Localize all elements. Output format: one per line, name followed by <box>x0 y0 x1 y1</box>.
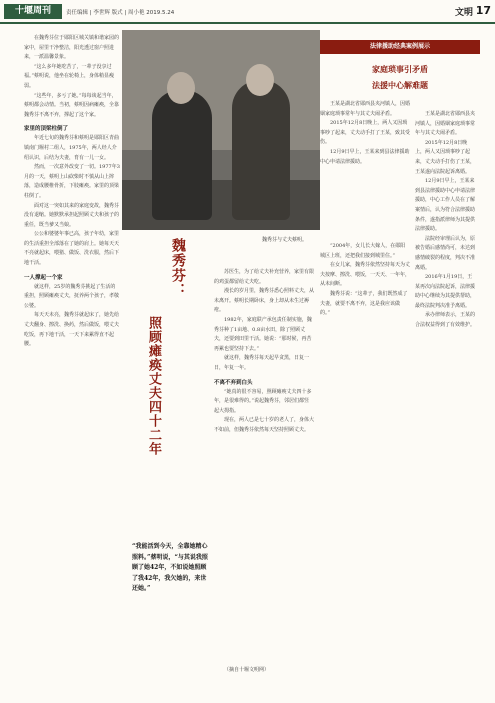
paragraph: “她真的很不容易，照顾瘫痪丈夫四十多年，是很难得的。”说起魏秀芬，邻居们都竖起大拇指。 <box>214 388 312 414</box>
person-figure <box>232 80 290 220</box>
paragraph: 现在，两人已是七十岁的老人了，身体大不如前，但魏秀芬依然每天坚持照顾丈夫。 <box>214 417 314 433</box>
paragraph: 年近七旬的魏秀芬和蔡明是郧阳区青曲镇南门堰村二组人，1975年，两人经人介绍认识，后结为夫妻，育有一儿一女。 <box>24 135 120 161</box>
paragraph: “2004年，女儿长大嫁人，在郧阳城区上班，还把我们接到城里住。” <box>320 243 406 259</box>
title-part-1: 魏秀芬： <box>170 238 186 298</box>
editor-info: 责任编辑 | 李世辉 版式 | 周小艳 2019.5.24 <box>66 10 175 16</box>
paragraph: 然而，一次意外改变了一切。1977年3月的一天，蔡明上山砍柴时不慎从山上摔落，造成腰椎骨折，下肢瘫痪。家里的顶梁柱倒了。 <box>24 164 120 199</box>
law-section-header: 法律援助经典案例展示 <box>320 40 480 54</box>
paragraph: 在女儿家，魏秀芬依然坚持每天为丈夫按摩、擦洗、喂饭，一天天、一年年，从未间断。 <box>320 262 410 288</box>
person-head <box>167 72 195 104</box>
law-article-subtitle: 法援中心解难题 <box>372 80 428 90</box>
paragraph: 12月9日早上，王某来到县法律援助中心申请法律援助。 <box>320 148 410 165</box>
page-number: 17 <box>475 4 491 17</box>
paragraph: “这些年，多亏了她。”每每谈起当年，蔡明都会动情。当初，蔡明因病瘫痪，全靠魏秀芬不离不弃，撑起了这个家。 <box>24 92 120 118</box>
paragraph: 王某是湖北省郧西县夹河镇人，因婚姻家庭琐事常年与其丈夫闹矛盾。 <box>320 101 411 117</box>
photo-caption: 魏秀芬与丈夫蔡明。 <box>262 237 308 243</box>
section-name: 文明 <box>454 8 473 18</box>
person-figure <box>152 90 212 220</box>
paragraph: 就这样，魏秀芬每天起早贪黑，日复一日，年复一年。 <box>214 355 310 371</box>
paragraph: 就这样，25岁的魏秀芬挑起了生活的重担，照顾瘫痪丈夫，抚养两个孩子，孝敬公婆。 <box>24 283 120 309</box>
person-head <box>246 64 274 96</box>
law-article-column <box>415 110 475 690</box>
header-rule <box>0 22 495 24</box>
pull-quote: “我能活到今天，全靠她精心照料。”蔡明说，“与其说我照顾了她42年，不如说她照顾了我42年，我欠她的，来世还她。” <box>132 543 208 592</box>
paragraph: 公公和婆婆年事已高，孩子年幼，家里的生活重担全部落在了她的肩上。她每天天不亮就起床，喂猪、做饭、洗衣服，然后下地干活。 <box>24 231 120 267</box>
paragraph: 1982年，家庭联产承包责任制实施，魏秀芬种了1亩地、0.8亩水田，除了照顾丈夫，还要到田里干活。她说：“那时候，再苦再累也要坚持下去。” <box>214 316 312 352</box>
paragraph: 魏秀芬说：“这辈子，我们既然成了夫妻，就要不离不弃，这是我应该做的。” <box>320 290 408 317</box>
subheading: 不离不弃到白头 <box>214 379 253 386</box>
law-article-title: 家庭琐事引矛盾 <box>372 64 428 74</box>
paragraph: 苏医生，为了给丈夫补充营养，家里有限的鸡蛋都留给丈夫吃。 <box>214 269 314 285</box>
law-article-intro <box>320 100 412 230</box>
paragraph: 漫长的岁月里，魏秀芬悉心照料丈夫，从未离开。蔡明长期卧床，身上却从未生过褥疮。 <box>214 288 314 314</box>
article-column-1 <box>24 34 120 686</box>
article-column-3 <box>214 268 314 658</box>
article-photo <box>122 30 320 230</box>
paragraph: 承办律师表示，王某的合法权益得到了有效维护。 <box>415 312 475 329</box>
subheading: 家里的顶梁柱倒了 <box>24 126 69 133</box>
paragraph: 面对这一突如其来的家庭变故，魏秀芬没有退缩。她默默承担起照顾丈夫和孩子的重任，既当爹又当娘。 <box>24 202 120 228</box>
paragraph: 2015年12月8日晚上，两人又因琐事吵了起来，丈夫动手打了王某，致其受伤。 <box>320 120 411 146</box>
paragraph: 王某是湖北省郧西县夹河镇人，因婚姻家庭琐事常年与其丈夫闹矛盾。 <box>415 111 475 137</box>
paragraph: “这么多年她吃苦了，一辈子没享过福。”蔡明说，他坐在轮椅上，身体稍显瘦弱。 <box>24 63 115 89</box>
paragraph: 在魏秀芬位于郧阳区城关镇和谐家园的家中，屋里干净整洁，阳光透过窗户照进来，一派温馨景象。 <box>24 35 120 61</box>
paragraph: 2016年1月19日，王某再次向法院起诉，法律援助中心继续为其提供帮助，最终法院判决准予离婚。 <box>415 274 475 309</box>
article-source: （摘自十堰文明网） <box>224 667 270 673</box>
page-header <box>0 0 495 22</box>
paragraph: 2015年12月8日晚上，两人又因琐事吵了起来，丈夫动手打伤了王某，王某遂向法院起诉离婚。 <box>415 139 475 175</box>
paragraph: 法院经审理后认为，原被告婚后感情尚可，未达到感情破裂的程度，判决不准离婚。 <box>415 235 475 271</box>
paragraph: 每天天未亮，魏秀芬就起床了，她先给丈夫翻身、擦洗、换药，然后做饭，喂丈夫吃饭，再下地干活，一天下来累得直不起腰。 <box>24 312 120 348</box>
subheading: 一人撑起一个家 <box>24 274 63 281</box>
title-part-2: 照顾瘫痪丈夫四十二年 <box>146 316 161 456</box>
article-title <box>124 238 204 658</box>
paragraph: 12月9日早上，王某来到县法律援助中心申请法律援助，中心工作人员在了解案情后，认为符合法律援助条件，遂指派律师为其提供法律援助。 <box>415 178 475 233</box>
publication-logo: 十堰周刊 <box>4 4 62 19</box>
article-column-4 <box>320 242 410 658</box>
